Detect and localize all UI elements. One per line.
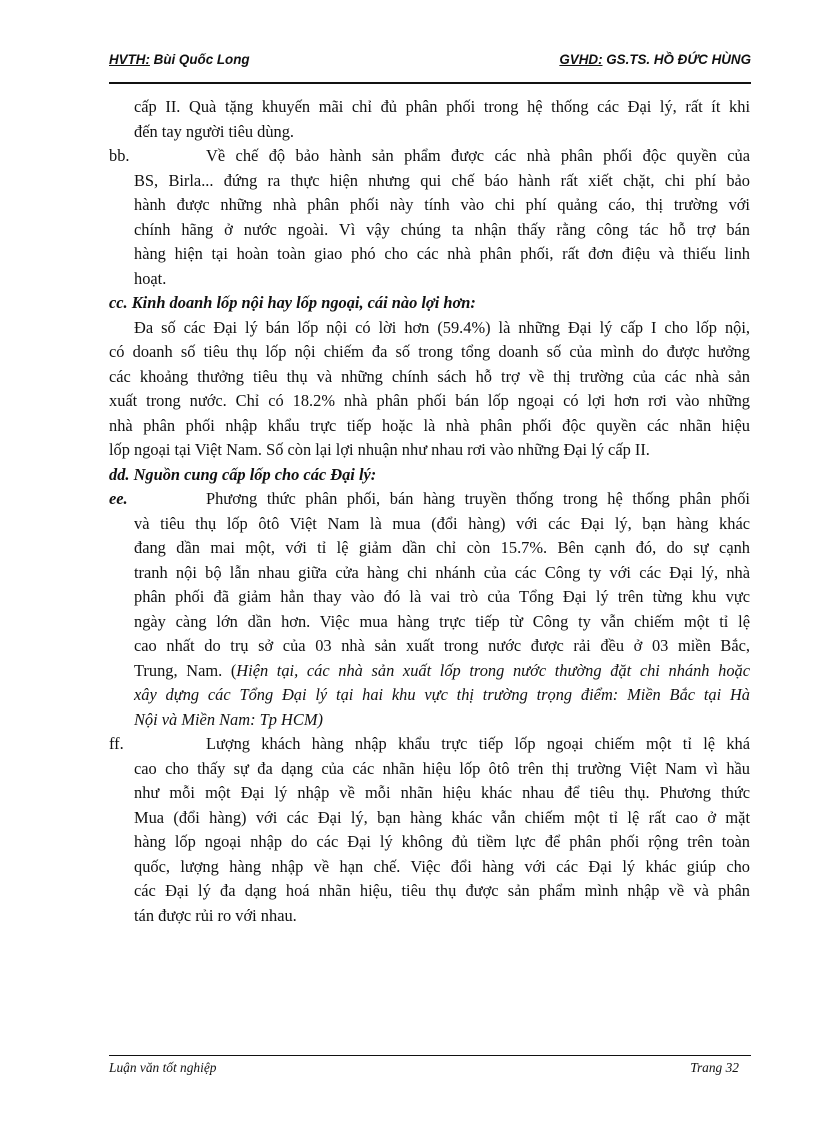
italic-note-line: xây dựng các Tổng Đại lý tại hai khu vực thị trường trọng điểm: Miền Bắc tại Hà <box>134 685 750 704</box>
body-line: Mua (đổi hàng) với các Đại lý, bạn hàng khác vẫn chiếm một tỉ lệ rất cao ở mặt <box>134 807 750 827</box>
body-line: Đa số các Đại lý bán lốp nội có lời hơn (59.4%) là những Đại lý cấp I cho lốp nội, <box>134 317 750 337</box>
page-number: Trang 32 <box>690 1060 739 1075</box>
header-student-name: Bùi Quốc Long <box>149 52 250 67</box>
body-line: có doanh số tiêu thụ lốp nội chiếm đa số trong tổng doanh số của mình do được hưởng <box>109 342 750 361</box>
body-line: hàng lốp ngoại nhập do các Đại lý không đủ tiềm lực để phân phối rộng trên toàn <box>134 832 750 851</box>
body-text: Về chế độ bảo hành sản phẩm được các nhà phân phối độc quyền của <box>206 146 750 165</box>
section-ff-label: ff. <box>109 734 124 753</box>
body-line: chính hãng ở nước ngoài. Vì vậy chúng ta nhận thấy rằng công tác hỗ trợ bán <box>134 219 750 239</box>
section-ee-line <box>109 487 750 512</box>
header-advisor-name: GS.TS. HỒ ĐỨC HÙNG <box>602 52 751 67</box>
body-line: các Đại lý đa dạng hoá nhãn hiệu, tiêu thụ được sản phẩm mình nhập về và phân <box>134 881 750 900</box>
section-cc-heading: cc. Kinh doanh lốp nội hay lốp ngoại, cái nào lợi hơn: <box>109 293 476 312</box>
page-footer <box>109 1060 751 1078</box>
body-line: hàng hiện tại hoàn toàn giao phó cho các nhà phân phối, rất đơn điệu và thiếu linh <box>134 244 750 263</box>
body-line: hoạt. <box>134 268 167 288</box>
body-line: các khoảng thưởng tiêu thụ và những chính sách hỗ trợ về thị trường của các nhà sản <box>109 366 750 386</box>
italic-note: Hiện tại, các nhà sản xuất lốp trong nước thường đặt chi nhánh hoặc <box>236 660 750 680</box>
body-line: tán được rủi ro với nhau. <box>134 905 297 925</box>
section-bb-line <box>109 144 750 169</box>
page-body <box>109 95 750 928</box>
body-text: Trung, Nam. ( <box>134 660 237 680</box>
header-advisor-label: GVHD: <box>559 52 603 67</box>
header-advisor <box>559 52 751 67</box>
body-line: phân phối đã giảm hẳn thay vào đó là vai trò của Tổng Đại lý trên từng khu vực <box>134 587 750 606</box>
header-student <box>109 52 250 67</box>
body-line: đang dần mai một, với tỉ lệ giảm dần chỉ còn 15.7%. Bên cạnh đó, do sự cạnh <box>134 538 750 557</box>
footer-title: Luận văn tốt nghiệp <box>109 1060 217 1075</box>
section-ee-label: ee. <box>109 489 128 508</box>
section-dd-heading: dd. Nguồn cung cấp lốp cho các Đại lý: <box>109 464 377 484</box>
body-line: tranh nội bộ lẫn nhau giữa cửa hàng chi nhánh của các Công ty với các Đại lý, nhà <box>134 562 750 582</box>
body-line: quốc, lượng hàng nhập về hạn chế. Việc đổi hàng với các Đại lý khác giúp cho <box>134 856 750 876</box>
body-line: cấp II. Quà tặng khuyến mãi chỉ đủ phân phối trong hệ thống các Đại lý, rất ít khi <box>134 97 750 116</box>
body-line: nhà phân phối nhập khẩu trực tiếp hoặc là nhà phân phối độc quyền các nhãn hiệu <box>109 415 750 435</box>
footer-rule <box>109 1055 751 1056</box>
header-student-label: HVTH: <box>109 52 150 67</box>
body-line: cao cho thấy sự đa dạng của các nhãn hiệu lốp ôtô trên thị trường Việt Nam vì hầu <box>134 758 750 778</box>
body-line: và tiêu thụ lốp ôtô Việt Nam là mua (đổi hàng) với các Đại lý, bạn hàng khác <box>134 513 750 533</box>
italic-note-line: Nội và Miền Nam: Tp HCM) <box>134 709 323 729</box>
body-line: hành được những nhà phân phối này tính vào chi phí quảng cáo, thị trường với <box>134 195 750 214</box>
body-line <box>109 659 750 684</box>
body-line: BS, Birla... đứng ra thực hiện nhưng qui chế báo hành rất xiết chặt, chi phí bảo <box>134 170 750 190</box>
section-bb-label: bb. <box>109 146 130 165</box>
body-line: xuất trong nước. Chỉ có 18.2% nhà phân phối bán lốp ngoại có lợi hơn rơi vào những <box>109 391 750 410</box>
body-line: đến tay người tiêu dùng. <box>134 121 295 141</box>
body-line: lốp ngoại tại Việt Nam. Số còn lại lợi nhuận như nhau rơi vào những Đại lý cấp II. <box>109 440 650 459</box>
body-line: như mỗi một Đại lý nhập về mỗi nhãn hiệu khác nhau để tiêu thụ. Phương thức <box>134 783 750 802</box>
section-ff-line <box>109 732 750 757</box>
header-rule <box>109 82 751 84</box>
body-line: ngày càng lớn dần hơn. Việc mua hàng trực tiếp từ Công ty vẫn chiếm một tỉ lệ <box>134 611 750 631</box>
page-header <box>109 52 751 70</box>
body-text: Phương thức phân phối, bán hàng truyền thống trong hệ thống phân phối <box>206 489 750 508</box>
body-text: Lượng khách hàng nhập khẩu trực tiếp lốp ngoại chiếm một tỉ lệ khá <box>206 734 750 753</box>
body-line: cao nhất do trụ sở của 03 nhà sản xuất trong nước được rải đều ở 03 miền Bắc, <box>134 636 750 655</box>
